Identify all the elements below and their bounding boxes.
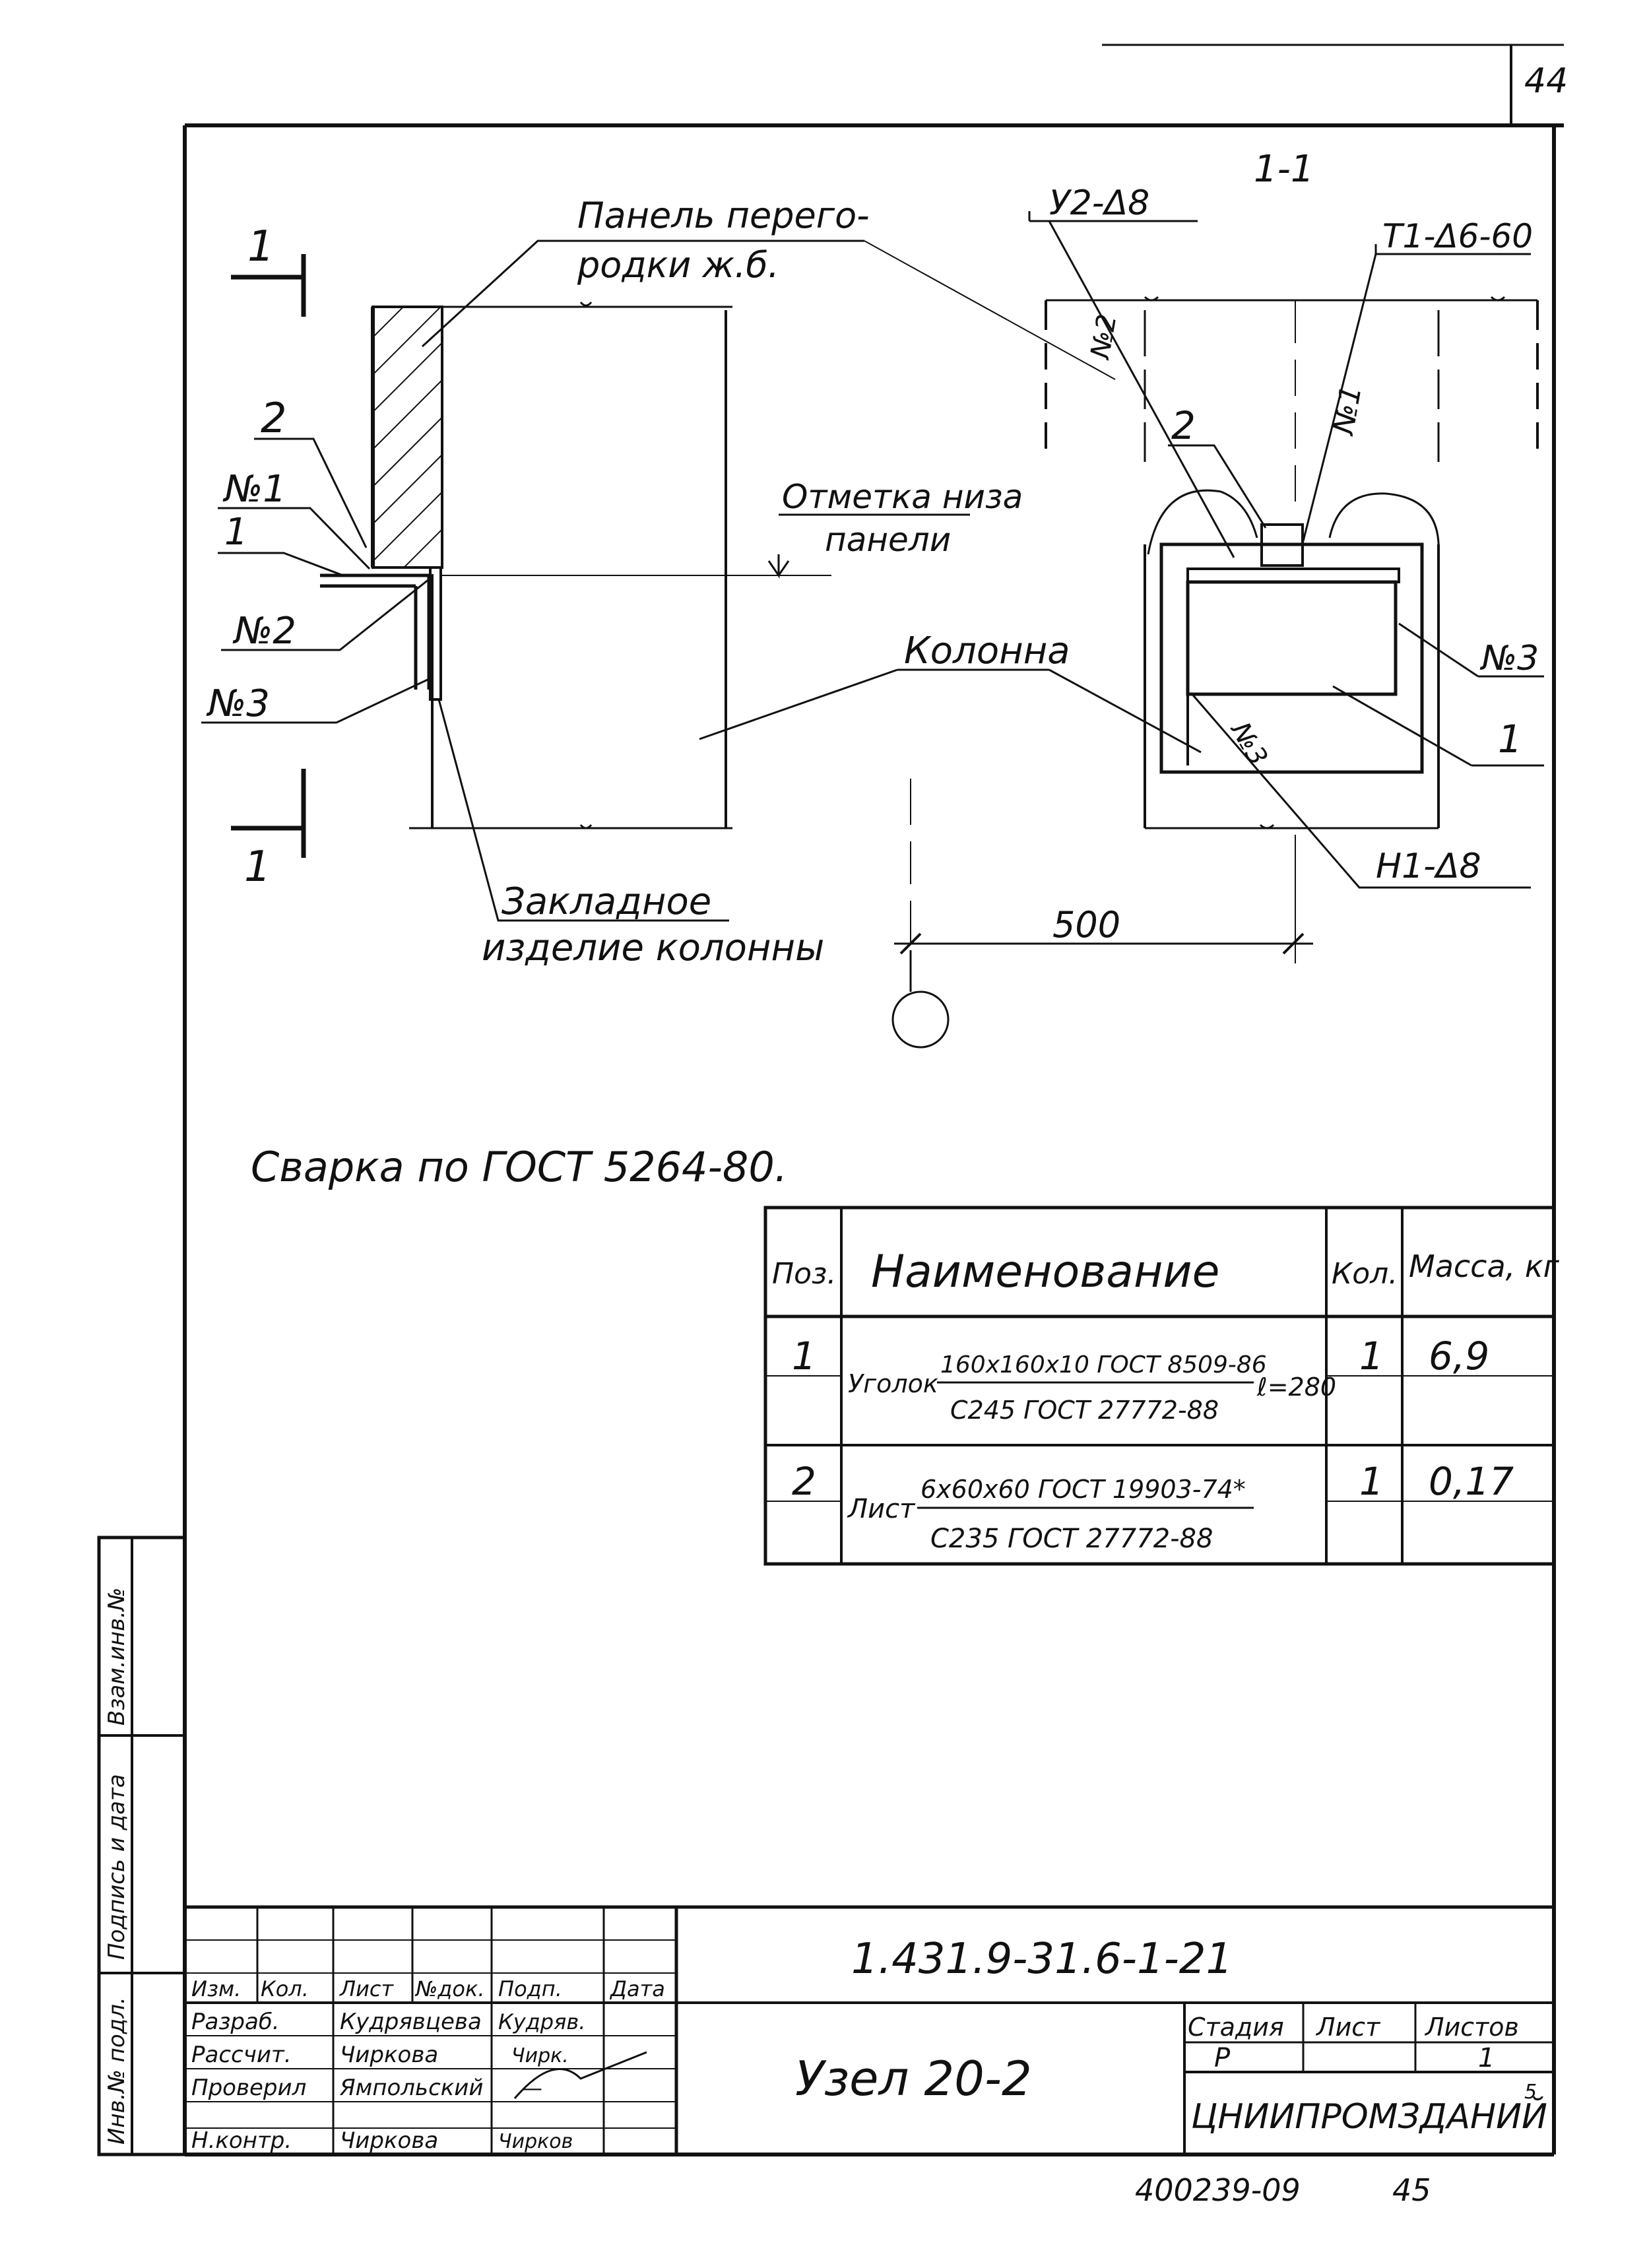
spec-row2-mass: 0,17 [1429, 1459, 1514, 1504]
tb-col-izm: Изм. [191, 1976, 242, 2001]
page-number-box [1102, 45, 1568, 125]
spec-row2-pos: 2 [792, 1459, 816, 1504]
spec-row1-bottom: С245 ГОСТ 27772-88 [950, 1396, 1219, 1425]
tb-name-1: Кудрявцева [340, 2009, 482, 2035]
tb-name-3: Ямпольский [340, 2075, 484, 2101]
tb-col-list: Лист [340, 1976, 394, 2001]
right-pos2-label: 2 [1171, 403, 1196, 448]
panel-label-1: Панель перего- [577, 195, 870, 236]
spec-row2-top: 6х60х60 ГОСТ 19903-74* [920, 1475, 1246, 1504]
cut-mark-bottom-label: 1 [244, 843, 271, 891]
tb-role-3: Проверил [191, 2075, 307, 2101]
dimension-500: 500 [1052, 904, 1121, 946]
tb-sign-1: Кудряв. [498, 2009, 586, 2034]
reference-circle [893, 992, 948, 1047]
left-pos1-label: 1 [224, 511, 248, 554]
tb-col-ndok: №док. [416, 1976, 485, 2001]
left-weld1-label: №1 [224, 468, 286, 511]
section-label: 1-1 [1254, 148, 1314, 191]
embed-label-2: изделие колонны [482, 926, 825, 969]
spec-row2-prefix: Лист [848, 1494, 915, 1524]
spec-header-name: Наименование [871, 1246, 1220, 1298]
side-inv-no: Инв.№ подл. [104, 1997, 130, 2145]
mark-n2-vertical: №2 [1085, 311, 1123, 361]
mark-n1-vertical: №1 [1326, 383, 1369, 437]
tb-sign-2: Чирк. [511, 2044, 569, 2067]
weld-u2-label: У2-Δ8 [1049, 183, 1150, 223]
right-weld3-label: №3 [1481, 639, 1539, 678]
right-pos1-label: 1 [1498, 717, 1522, 761]
footer-page: 45 [1392, 2172, 1431, 2208]
embed-label-1: Закладное [501, 880, 712, 923]
weld-h1-label: Н1-Δ8 [1376, 847, 1481, 886]
tb-col-kol: Кол. [261, 1976, 309, 2001]
side-replace-inv: Взам.инв.№ [104, 1587, 130, 1726]
spec-row1-pos: 1 [792, 1334, 816, 1378]
spec-row1-suffix: ℓ=280 [1257, 1373, 1337, 1402]
stage-header: Стадия [1188, 2013, 1284, 2042]
panel-label-2: родки ж.б. [577, 244, 779, 286]
spec-row1-prefix: Уголок [848, 1369, 938, 1398]
org-mark: 5 [1524, 2081, 1537, 2104]
left-view [201, 195, 1201, 969]
sheets-header: Листов [1425, 2013, 1519, 2042]
tb-name-4: Чиркова [340, 2127, 439, 2154]
right-view [893, 183, 1544, 1047]
spec-header-qty: Кол. [1332, 1257, 1398, 1291]
left-weld3-label: №3 [208, 682, 270, 725]
spec-header-pos: Поз. [772, 1257, 837, 1291]
bottom-mark-label-1: Отметка низа [782, 478, 1023, 516]
tb-role-2: Рассчит. [191, 2042, 292, 2068]
tb-sign-4: Чирков [498, 2130, 573, 2153]
doc-code: 1.431.9-31.6-1-21 [851, 1935, 1233, 1984]
tb-sign-3: — [521, 2075, 542, 2100]
footer-code: 400239-09 [1135, 2172, 1301, 2208]
cut-mark-top-label: 1 [247, 222, 274, 271]
mark-n3-diagonal: №3 [1225, 717, 1274, 771]
tb-name-2: Чиркова [340, 2042, 439, 2068]
weld-t1-label: Т1-Δ6-60 [1382, 217, 1534, 255]
column-label: Колонна [904, 630, 1070, 672]
org-name: ЦНИИПРОМЗДАНИЙ [1191, 2097, 1547, 2137]
title-block [185, 1907, 1554, 2155]
sheet-header: Лист [1316, 2013, 1380, 2042]
spec-header-mass: Масса, кг [1409, 1248, 1559, 1284]
bottom-mark-label-2: панели [825, 521, 952, 559]
page-number: 44 [1524, 61, 1568, 101]
left-weld2-label: №2 [234, 610, 296, 653]
tb-role-4: Н.контр. [191, 2127, 292, 2154]
side-signature-date: Подпись и дата [104, 1774, 130, 1960]
spec-row1-top: 160х160х10 ГОСТ 8509-86 [940, 1351, 1267, 1378]
tb-col-data: Дата [610, 1976, 665, 2001]
spec-row1-qty: 1 [1359, 1334, 1384, 1378]
stage-value: Р [1214, 2043, 1231, 2073]
tb-col-podp: Подп. [498, 1976, 562, 2001]
welding-note: Сварка по ГОСТ 5264-80. [251, 1143, 788, 1191]
tb-role-1: Разраб. [191, 2009, 280, 2035]
drawing-title: Узел 20-2 [795, 2051, 1032, 2106]
cut-mark-top [231, 222, 304, 317]
spec-row2-qty: 1 [1359, 1459, 1384, 1504]
spec-row1-mass: 6,9 [1429, 1334, 1490, 1378]
panel-hatched-section [373, 307, 442, 567]
spec-row2-bottom: С235 ГОСТ 27772-88 [930, 1524, 1213, 1554]
side-strip [99, 1538, 185, 2155]
left-pos2-label: 2 [261, 394, 287, 442]
cut-mark-bottom [231, 769, 304, 891]
spec-table [765, 1208, 1560, 1564]
sheets-value: 1 [1478, 2043, 1495, 2073]
